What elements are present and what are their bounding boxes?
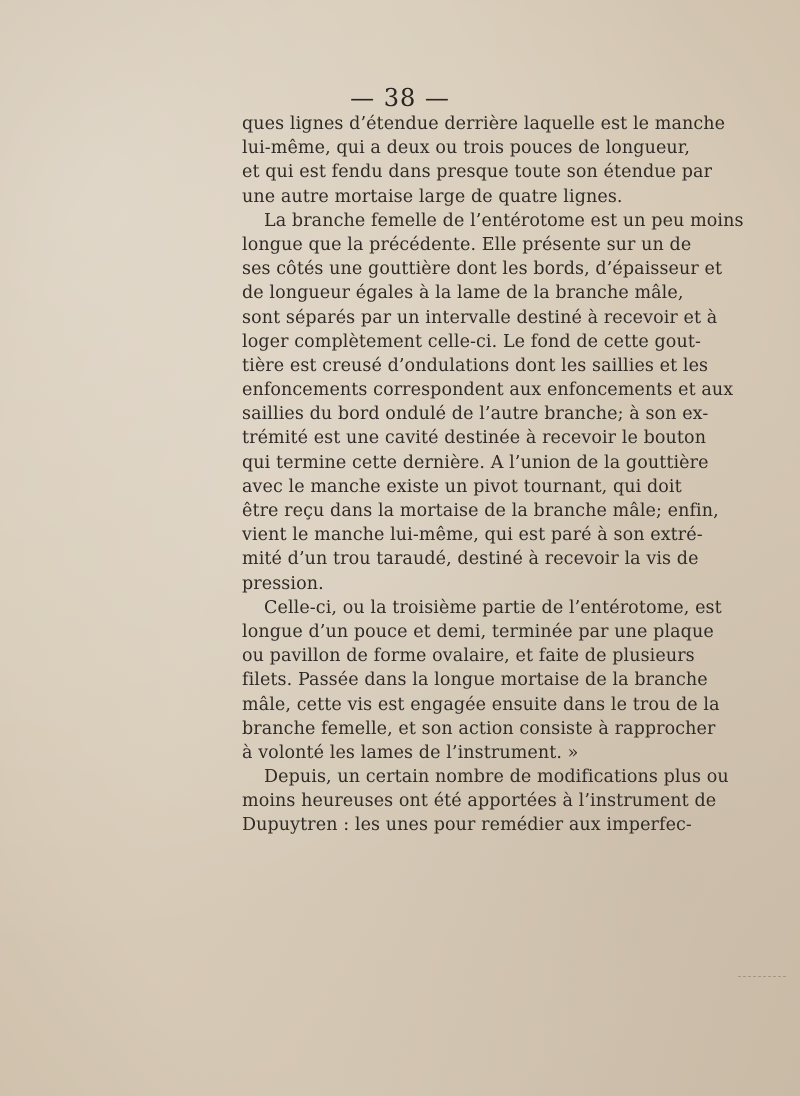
text-line: ses côtés une gouttière dont les bords, d’épaisseur et [242,259,723,280]
text-line: saillies du bord ondulé de l’autre branche; à son ex- [242,404,709,425]
text-line: vient le manche lui-même, qui est paré à son extré- [242,525,703,546]
text-line: branche femelle, et son action consiste à rapprocher [242,718,716,739]
text-line: ques lignes d’étendue derrière laquelle est le manche [242,114,726,134]
paper-mark [738,976,786,981]
body-text [242,112,744,838]
text-line: longue que la précédente. Elle présente sur un de [242,234,692,255]
text-line: lui-même, qui a deux ou trois pouces de longueur, [242,138,690,159]
text-line: pression. [242,573,324,594]
text-line: loger complètement celle-ci. Le fond de cette gout- [242,331,701,352]
text-line: sont séparés par un intervalle destiné à recevoir et à [242,307,718,328]
text-line: trémité est une cavité destinée à recevoir le bouton [242,428,707,449]
text-line: à volonté les lames de l’instrument. » [242,742,579,763]
text-line: mâle, cette vis est engagée ensuite dans le trou de la [242,694,720,715]
text-line: qui termine cette dernière. A l’union de la gouttière [242,452,709,473]
text-line: être reçu dans la mortaise de la branche mâle; enfin, [242,501,719,521]
text-line: avec le manche existe un pivot tournant, qui doit [242,476,682,497]
text-line: mité d’un trou taraudé, destiné à recevoir la vis de [242,549,699,570]
text-line: moins heureuses ont été apportées à l’instrument de [242,791,717,812]
text-line: Dupuytren : les unes pour remédier aux imperfec- [242,815,692,836]
text-line: enfoncements correspondent aux enfoncements et aux [242,380,734,401]
text-line: Celle-ci, ou la troisième partie de l’entérotome, est [264,597,722,618]
text-line: La branche femelle de l’entérotome est un peu moins [264,210,744,231]
text-line: de longueur égales à la lame de la branche mâle, [242,283,684,304]
text-line: longue d’un pouce et demi, terminée par une plaque [242,621,714,642]
text-line: filets. Passée dans la longue mortaise de la branche [242,670,708,691]
text-line: tière est creusé d’ondulations dont les saillies et les [242,355,709,376]
text-line: et qui est fendu dans presque toute son étendue par [242,162,713,183]
text-line: ou pavillon de forme ovalaire, et faite de plusieurs [242,646,695,667]
text-line: Depuis, un certain nombre de modifications plus ou [264,767,729,788]
text-line: une autre mortaise large de quatre lignes. [242,186,623,207]
page-number: — 38 — [350,84,450,112]
